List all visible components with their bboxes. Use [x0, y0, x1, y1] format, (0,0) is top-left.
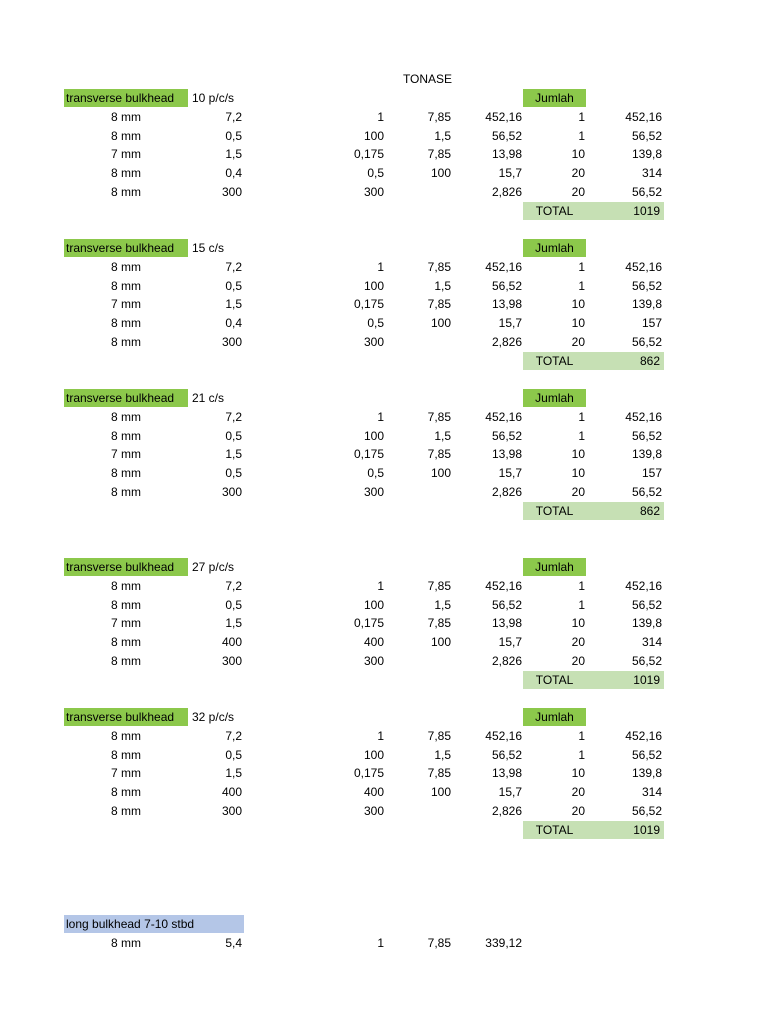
table-cell[interactable]: 452,16: [485, 578, 522, 593]
table-cell[interactable]: 1: [578, 409, 585, 424]
table-cell[interactable]: 20: [571, 184, 585, 199]
table-cell[interactable]: 2,826: [491, 653, 522, 668]
table-cell[interactable]: 400: [221, 785, 242, 799]
table-cell[interactable]: 100: [363, 278, 384, 293]
table-cell[interactable]: 300: [221, 484, 242, 499]
jumlah-header[interactable]: Jumlah: [523, 558, 586, 576]
table-cell[interactable]: 7,85: [427, 728, 451, 743]
section-spec[interactable]: 15 c/s: [192, 241, 225, 255]
table-cell[interactable]: 10: [571, 766, 585, 781]
long-bulkhead-title[interactable]: long bulkhead 7-10 stbd: [64, 915, 244, 933]
table-cell[interactable]: 1: [377, 109, 384, 124]
table-cell[interactable]: 20: [571, 484, 585, 499]
table-cell[interactable]: [400, 652, 451, 670]
table-cell[interactable]: 2,826: [491, 334, 522, 349]
total-value[interactable]: 862: [586, 352, 664, 370]
jumlah-header[interactable]: Jumlah: [523, 89, 586, 107]
table-cell[interactable]: 56,52: [491, 428, 522, 443]
table-cell[interactable]: 157: [641, 316, 662, 330]
table-cell[interactable]: 20: [571, 635, 585, 649]
table-cell[interactable]: 7 mm: [111, 616, 141, 631]
table-cell[interactable]: 8 mm: [111, 747, 141, 762]
table-cell[interactable]: 8 mm: [111, 578, 141, 593]
table-cell[interactable]: 314: [641, 166, 662, 180]
table-cell[interactable]: 8 mm: [111, 334, 141, 349]
table-cell[interactable]: 7,2: [225, 259, 242, 274]
table-cell[interactable]: 8 mm: [111, 466, 141, 480]
table-cell[interactable]: 15,7: [498, 166, 522, 180]
section-title[interactable]: transverse bulkhead: [64, 558, 188, 576]
table-cell[interactable]: 1: [377, 259, 384, 274]
table-cell[interactable]: 8 mm: [111, 728, 141, 743]
table-cell[interactable]: 1: [578, 578, 585, 593]
table-cell[interactable]: 7 mm: [111, 297, 141, 312]
table-cell[interactable]: 1: [578, 428, 585, 443]
table-cell[interactable]: 100: [363, 128, 384, 143]
table-cell[interactable]: 0,5: [367, 166, 384, 180]
table-cell[interactable]: 452,16: [625, 409, 662, 424]
table-cell[interactable]: 8 mm: [111, 166, 141, 180]
table-cell[interactable]: 15,7: [498, 635, 522, 649]
table-cell[interactable]: 452,16: [625, 728, 662, 743]
table-cell[interactable]: 8 mm: [111, 278, 141, 293]
total-value[interactable]: 1019: [586, 821, 664, 839]
table-cell[interactable]: 8 mm: [111, 785, 141, 799]
table-cell[interactable]: 8 mm: [111, 316, 141, 330]
table-cell[interactable]: 10: [571, 447, 585, 462]
table-cell[interactable]: 56,52: [631, 184, 662, 199]
total-label[interactable]: TOTAL: [523, 502, 586, 520]
table-cell[interactable]: 1,5: [225, 766, 242, 781]
table-cell[interactable]: 1,5: [434, 597, 451, 612]
table-cell[interactable]: 1: [377, 728, 384, 743]
table-cell[interactable]: 452,16: [625, 109, 662, 124]
table-cell[interactable]: 300: [221, 184, 242, 199]
total-label[interactable]: TOTAL: [523, 202, 586, 220]
table-cell[interactable]: 400: [363, 785, 384, 799]
total-value[interactable]: 1019: [586, 671, 664, 689]
section-title[interactable]: transverse bulkhead: [64, 89, 188, 107]
table-cell[interactable]: 8 mm: [111, 128, 141, 143]
total-value[interactable]: 862: [586, 502, 664, 520]
table-cell[interactable]: 13,98: [491, 616, 522, 631]
table-cell[interactable]: 56,52: [631, 484, 662, 499]
jumlah-header[interactable]: Jumlah: [523, 389, 586, 407]
table-cell[interactable]: 1: [578, 109, 585, 124]
table-cell[interactable]: 300: [363, 334, 384, 349]
header-tonase: TONASE: [402, 72, 453, 86]
table-cell[interactable]: 8 mm: [111, 597, 141, 612]
table-cell[interactable]: 10: [571, 616, 585, 631]
table-cell[interactable]: 1: [377, 578, 384, 593]
table-cell[interactable]: 7,85: [427, 936, 451, 950]
table-cell[interactable]: 20: [571, 334, 585, 349]
table-cell[interactable]: 1: [377, 409, 384, 424]
table-cell[interactable]: 314: [641, 635, 662, 649]
table-cell[interactable]: 56,52: [631, 597, 662, 612]
table-cell[interactable]: 1,5: [225, 616, 242, 631]
table-cell[interactable]: 7,85: [427, 109, 451, 124]
table-cell[interactable]: 7,85: [427, 409, 451, 424]
table-cell[interactable]: 0,5: [225, 428, 242, 443]
table-cell[interactable]: 452,16: [485, 109, 522, 124]
table-cell[interactable]: 7,85: [427, 259, 451, 274]
table-cell[interactable]: 15,7: [498, 785, 522, 799]
table-cell[interactable]: 0,5: [367, 466, 384, 480]
table-cell[interactable]: 10: [571, 147, 585, 162]
table-cell[interactable]: 314: [641, 785, 662, 799]
table-cell[interactable]: 100: [430, 316, 451, 330]
table-cell[interactable]: 139,8: [631, 616, 662, 631]
section-spec[interactable]: 27 p/c/s: [192, 560, 235, 574]
jumlah-header[interactable]: Jumlah: [523, 239, 586, 257]
table-cell[interactable]: 56,52: [491, 128, 522, 143]
table-cell[interactable]: 7,2: [225, 578, 242, 593]
section-title[interactable]: transverse bulkhead: [64, 239, 188, 257]
section-title[interactable]: transverse bulkhead: [64, 708, 188, 726]
table-cell[interactable]: 8 mm: [111, 653, 141, 668]
section-spec[interactable]: 21 c/s: [192, 391, 225, 405]
table-cell[interactable]: 13,98: [491, 766, 522, 781]
total-label[interactable]: TOTAL: [523, 671, 586, 689]
table-cell[interactable]: 100: [363, 428, 384, 443]
table-cell[interactable]: 20: [571, 653, 585, 668]
table-cell[interactable]: 0,5: [225, 278, 242, 293]
table-cell[interactable]: 452,16: [625, 259, 662, 274]
table-cell[interactable]: 0,5: [225, 597, 242, 612]
total-label[interactable]: TOTAL: [523, 821, 586, 839]
table-cell[interactable]: 139,8: [631, 447, 662, 462]
table-cell[interactable]: 8 mm: [111, 109, 141, 124]
table-cell[interactable]: 1: [578, 728, 585, 743]
jumlah-header[interactable]: Jumlah: [523, 708, 586, 726]
table-cell[interactable]: 300: [363, 184, 384, 199]
table-cell[interactable]: 20: [571, 803, 585, 818]
table-cell[interactable]: 1: [578, 259, 585, 274]
table-cell[interactable]: 2,826: [491, 484, 522, 499]
table-cell[interactable]: 8 mm: [111, 259, 141, 274]
table-cell[interactable]: 100: [430, 785, 451, 799]
table-cell[interactable]: 1: [578, 128, 585, 143]
table-cell[interactable]: 1,5: [434, 428, 451, 443]
section-spec[interactable]: 32 p/c/s: [192, 710, 235, 724]
table-cell[interactable]: 7 mm: [111, 447, 141, 462]
table-cell[interactable]: 1: [578, 597, 585, 612]
table-cell[interactable]: 56,52: [631, 278, 662, 293]
table-cell[interactable]: 10: [571, 297, 585, 312]
table-cell[interactable]: 300: [221, 653, 242, 668]
table-cell[interactable]: 1: [377, 936, 384, 950]
table-cell[interactable]: 56,52: [631, 747, 662, 762]
table-cell[interactable]: 8 mm: [111, 803, 141, 818]
table-cell[interactable]: 20: [571, 166, 585, 180]
table-cell[interactable]: 139,8: [631, 147, 662, 162]
table-cell[interactable]: 13,98: [491, 297, 522, 312]
table-cell[interactable]: 100: [430, 635, 451, 649]
table-cell[interactable]: 7,2: [225, 728, 242, 743]
table-cell[interactable]: 2,826: [491, 803, 522, 818]
table-cell[interactable]: 10: [571, 316, 585, 330]
table-cell[interactable]: 8 mm: [111, 428, 141, 443]
table-cell[interactable]: 139,8: [631, 766, 662, 781]
table-cell[interactable]: 1,5: [225, 297, 242, 312]
table-cell[interactable]: 56,52: [491, 747, 522, 762]
table-cell[interactable]: 7,85: [427, 147, 451, 162]
table-cell[interactable]: 339,12: [485, 936, 522, 950]
table-cell[interactable]: 20: [571, 785, 585, 799]
table-cell[interactable]: 56,52: [631, 128, 662, 143]
table-cell[interactable]: 7,85: [427, 447, 451, 462]
table-cell[interactable]: 2,826: [491, 184, 522, 199]
table-cell[interactable]: 1,5: [225, 447, 242, 462]
table-cell[interactable]: 7,85: [427, 766, 451, 781]
table-cell[interactable]: 0,5: [225, 466, 242, 480]
table-cell[interactable]: 13,98: [491, 147, 522, 162]
table-cell[interactable]: 100: [363, 597, 384, 612]
table-cell[interactable]: 1: [578, 278, 585, 293]
table-cell[interactable]: 7,2: [225, 109, 242, 124]
table-cell[interactable]: 300: [363, 653, 384, 668]
table-cell[interactable]: 0,4: [225, 316, 242, 330]
table-cell[interactable]: 300: [221, 803, 242, 818]
table-cell[interactable]: 0,4: [225, 166, 242, 180]
table-cell[interactable]: 7,85: [427, 297, 451, 312]
table-cell[interactable]: 1,5: [434, 128, 451, 143]
table-cell[interactable]: 100: [430, 466, 451, 480]
table-cell[interactable]: 400: [363, 635, 384, 649]
table-cell[interactable]: 56,52: [631, 428, 662, 443]
table-cell[interactable]: 1,5: [434, 747, 451, 762]
table-cell[interactable]: 7,85: [427, 616, 451, 631]
table-cell[interactable]: 56,52: [631, 803, 662, 818]
table-cell[interactable]: 0,175: [353, 297, 384, 312]
table-cell[interactable]: 8 mm: [111, 635, 141, 649]
table-cell[interactable]: 100: [363, 747, 384, 762]
table-cell[interactable]: 300: [363, 484, 384, 499]
table-cell[interactable]: 452,16: [485, 259, 522, 274]
table-cell[interactable]: 8 mm: [111, 484, 141, 499]
table-cell[interactable]: 7,2: [225, 409, 242, 424]
table-cell[interactable]: 7,85: [427, 578, 451, 593]
table-cell[interactable]: 1: [578, 747, 585, 762]
table-cell[interactable]: 0,5: [225, 747, 242, 762]
table-cell[interactable]: 0,175: [353, 766, 384, 781]
table-cell[interactable]: [400, 183, 451, 201]
table-cell[interactable]: 300: [363, 803, 384, 818]
table-cell[interactable]: 56,52: [491, 278, 522, 293]
table-cell[interactable]: [400, 333, 451, 351]
table-cell[interactable]: 0,175: [353, 447, 384, 462]
table-cell[interactable]: 0,5: [367, 316, 384, 330]
table-cell[interactable]: 8 mm: [111, 936, 141, 950]
table-cell[interactable]: 139,8: [631, 297, 662, 312]
table-cell[interactable]: 452,16: [485, 728, 522, 743]
table-cell[interactable]: 300: [221, 334, 242, 349]
table-cell[interactable]: 400: [221, 635, 242, 649]
table-cell[interactable]: 1,5: [434, 278, 451, 293]
table-cell[interactable]: 7 mm: [111, 766, 141, 781]
section-title[interactable]: transverse bulkhead: [64, 389, 188, 407]
table-cell[interactable]: 56,52: [631, 334, 662, 349]
total-value[interactable]: 1019: [586, 202, 664, 220]
table-cell[interactable]: 13,98: [491, 447, 522, 462]
table-cell[interactable]: 15,7: [498, 316, 522, 330]
table-cell[interactable]: [400, 483, 451, 501]
table-cell[interactable]: 0,5: [225, 128, 242, 143]
table-cell[interactable]: 5,4: [225, 936, 242, 950]
table-cell[interactable]: 0,175: [353, 147, 384, 162]
table-cell[interactable]: 100: [430, 166, 451, 180]
table-cell[interactable]: 56,52: [631, 653, 662, 668]
table-cell[interactable]: 8 mm: [111, 184, 141, 199]
table-cell[interactable]: 452,16: [625, 578, 662, 593]
table-cell[interactable]: [400, 802, 451, 820]
table-cell[interactable]: 157: [641, 466, 662, 480]
table-cell[interactable]: 56,52: [491, 597, 522, 612]
table-cell[interactable]: 15,7: [498, 466, 522, 480]
table-cell[interactable]: 8 mm: [111, 409, 141, 424]
table-cell[interactable]: 7 mm: [111, 147, 141, 162]
table-cell[interactable]: 452,16: [485, 409, 522, 424]
section-spec[interactable]: 10 p/c/s: [192, 91, 235, 105]
table-cell[interactable]: 1,5: [225, 147, 242, 162]
total-label[interactable]: TOTAL: [523, 352, 586, 370]
table-cell[interactable]: 10: [571, 466, 585, 480]
table-cell[interactable]: 0,175: [353, 616, 384, 631]
